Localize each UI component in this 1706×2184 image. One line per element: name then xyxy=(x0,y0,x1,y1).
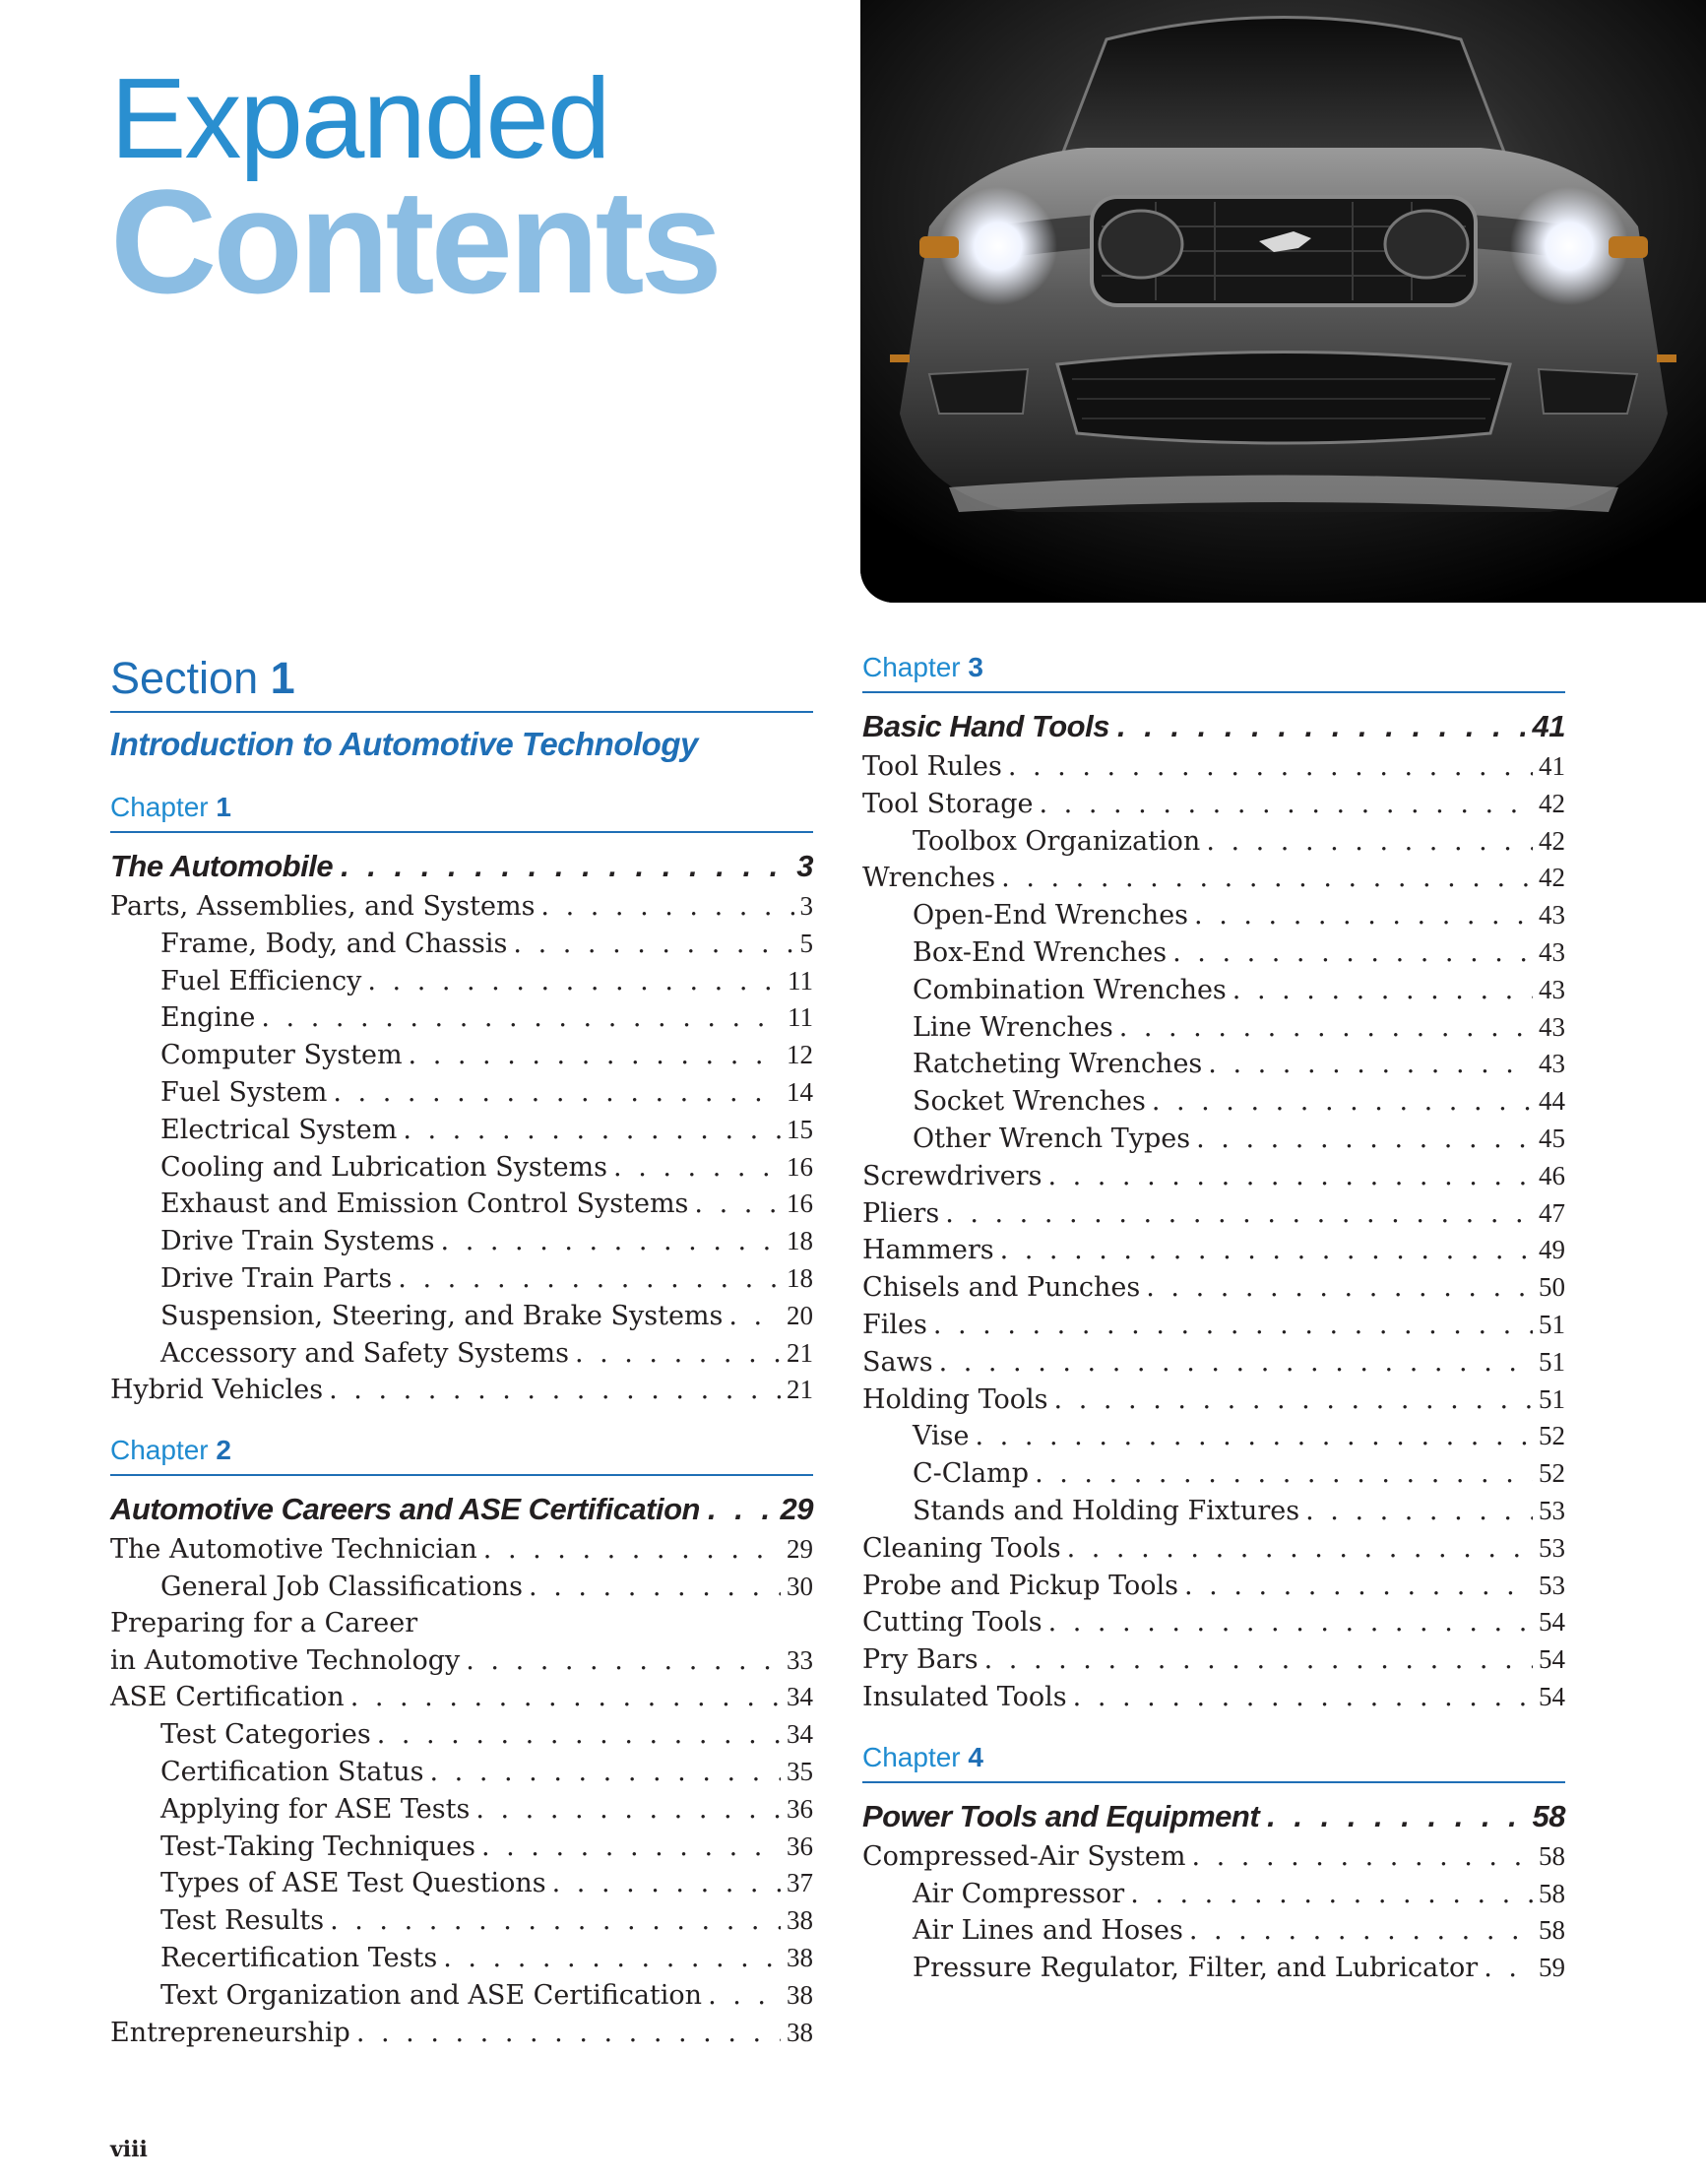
dot-leader xyxy=(403,1113,781,1149)
chapter-title-row[interactable] xyxy=(110,1488,813,1531)
toc-entry[interactable] xyxy=(862,934,1565,972)
dot-leader xyxy=(540,889,793,926)
toc-entry-title: Engine xyxy=(160,1002,256,1034)
dot-leader xyxy=(1040,787,1533,823)
toc-entry[interactable] xyxy=(110,1642,813,1680)
dot-leader xyxy=(409,1038,781,1074)
dot-leader xyxy=(728,1299,781,1335)
dot-leader xyxy=(1484,1951,1533,1987)
toc-entry[interactable] xyxy=(110,1335,813,1373)
toc-entry-title: in Automotive Technology xyxy=(110,1644,461,1676)
toc-entry-title: ASE Certification xyxy=(110,1682,345,1713)
dot-leader xyxy=(341,845,789,888)
toc-entry-page: 18 xyxy=(787,1262,813,1293)
toc-entry-title: Pressure Regulator, Filter, and Lubricator xyxy=(913,1953,1479,1984)
toc-entry[interactable] xyxy=(862,1344,1565,1381)
dot-leader xyxy=(1206,824,1533,861)
dot-leader xyxy=(350,1680,781,1716)
toc-entry[interactable] xyxy=(110,1569,813,1606)
dot-leader xyxy=(1035,1456,1533,1493)
toc-entry[interactable] xyxy=(862,1195,1565,1233)
toc-entry[interactable] xyxy=(862,1046,1565,1083)
chapter-label xyxy=(862,650,1565,693)
toc-entry-title: C-Clamp xyxy=(913,1458,1030,1490)
dot-leader xyxy=(1305,1494,1533,1530)
toc-entry[interactable] xyxy=(110,1260,813,1298)
dot-leader xyxy=(367,964,782,1000)
dot-leader xyxy=(694,1187,781,1223)
dot-leader xyxy=(329,1373,781,1409)
title-line-expanded: Expanded xyxy=(110,54,609,182)
toc-entry-page: 38 xyxy=(787,1905,813,1936)
toc-entry[interactable] xyxy=(110,1298,813,1335)
chapter-label xyxy=(110,790,813,833)
section-heading xyxy=(110,650,813,764)
toc-entry[interactable] xyxy=(862,786,1565,823)
toc-entry-page: 35 xyxy=(787,1756,813,1786)
toc-entry-page: 58 xyxy=(1539,1915,1565,1946)
dot-leader xyxy=(575,1336,781,1373)
dot-leader xyxy=(1054,1382,1533,1419)
toc-entry-title: Frame, Body, and Chassis xyxy=(160,928,508,959)
toc-entry-title: Test-Taking Techniques xyxy=(160,1831,475,1862)
toc-entry[interactable] xyxy=(110,1865,813,1902)
toc-entry-title: Screwdrivers xyxy=(862,1160,1043,1191)
toc-entry-page: 5 xyxy=(799,928,813,958)
toc-entry-page: 20 xyxy=(787,1300,813,1330)
toc-entry-title: Applying for ASE Tests xyxy=(160,1793,471,1825)
chapter-title: Power Tools and Equipment xyxy=(862,1798,1260,1833)
toc-entry-page: 29 xyxy=(787,1534,813,1565)
toc-entry[interactable] xyxy=(862,1912,1565,1950)
toc-entry-page: 51 xyxy=(1539,1309,1565,1339)
toc-entry[interactable] xyxy=(862,1158,1565,1195)
chapter-title-row[interactable] xyxy=(110,845,813,888)
toc-entry-page: 11 xyxy=(788,1002,813,1033)
toc-entry-page: 49 xyxy=(1539,1235,1565,1265)
toc-entry-page: 45 xyxy=(1539,1123,1565,1153)
toc-entry-title: Pliers xyxy=(862,1197,940,1229)
dot-leader xyxy=(398,1261,781,1298)
dot-leader xyxy=(430,1755,781,1791)
toc-entry-page: 58 xyxy=(1539,1840,1565,1871)
toc-entry-page: 46 xyxy=(1539,1160,1565,1190)
toc-entry-page: 41 xyxy=(1539,751,1565,781)
dot-leader xyxy=(613,1150,781,1187)
toc-entry-title: Box-End Wrenches xyxy=(913,936,1168,968)
toc-entry-title: Tool Rules xyxy=(862,751,1002,782)
chapter-block xyxy=(862,1740,1565,1987)
toc-entry-title: Files xyxy=(862,1309,927,1340)
toc-entry[interactable] xyxy=(862,1269,1565,1307)
toc-entry-page: 30 xyxy=(787,1571,813,1601)
dot-leader xyxy=(443,1941,781,1977)
toc-entry-page: 53 xyxy=(1539,1495,1565,1525)
right-chapter-list xyxy=(862,650,1565,1987)
toc-entry-page: 3 xyxy=(799,891,813,921)
toc-entry-title: Entrepreneurship xyxy=(110,2017,350,2048)
toc-entry[interactable] xyxy=(110,2015,813,2052)
chapter-number: 3 xyxy=(968,652,983,682)
chapter-number: 1 xyxy=(216,792,231,822)
dot-leader xyxy=(481,1830,781,1866)
toc-entry-title: Types of ASE Test Questions xyxy=(160,1868,546,1899)
chapter-block xyxy=(110,790,813,1409)
dot-leader xyxy=(984,1642,1533,1679)
toc-entry-title: Compressed-Air System xyxy=(862,1840,1186,1872)
toc-entry[interactable] xyxy=(862,1530,1565,1568)
dot-leader xyxy=(1067,1531,1533,1568)
dot-leader xyxy=(1048,1605,1533,1641)
dot-leader xyxy=(708,1488,773,1531)
toc-entry-page: 37 xyxy=(787,1868,813,1898)
toc-entry-title: Electrical System xyxy=(160,1114,398,1145)
toc-entry-page: 36 xyxy=(787,1831,813,1861)
chapter-word: Chapter xyxy=(862,1741,961,1772)
dot-leader xyxy=(1130,1877,1533,1913)
dot-leader xyxy=(1172,935,1533,972)
toc-entry[interactable] xyxy=(110,926,813,963)
toc-entry-page: 18 xyxy=(787,1226,813,1256)
chapter-page-number: 58 xyxy=(1532,1798,1565,1833)
toc-entry[interactable] xyxy=(110,1606,813,1642)
chapter-block xyxy=(110,1433,813,2051)
toc-entry-title: General Job Classifications xyxy=(160,1571,524,1602)
dot-leader xyxy=(1119,1010,1533,1047)
toc-entry-title: Air Compressor xyxy=(913,1878,1125,1909)
toc-entry-title: Tool Storage xyxy=(862,788,1034,819)
dot-leader xyxy=(1196,1122,1533,1158)
toc-entry-title: Drive Train Systems xyxy=(160,1226,435,1257)
toc-entry-title: Combination Wrenches xyxy=(913,974,1227,1005)
toc-entry-page: 42 xyxy=(1539,863,1565,893)
toc-entry-page: 38 xyxy=(787,1942,813,1972)
dot-leader xyxy=(708,1978,781,2015)
dot-leader xyxy=(356,2016,781,2052)
chapter-label xyxy=(110,1433,813,1476)
toc-entry[interactable] xyxy=(110,1112,813,1149)
toc-entry[interactable] xyxy=(862,1381,1565,1419)
toc-entry-page: 38 xyxy=(787,1979,813,2010)
chapter-title: Automotive Careers and ASE Certification xyxy=(110,1492,700,1527)
dot-leader xyxy=(466,1643,781,1680)
dot-leader xyxy=(475,1792,781,1829)
toc-entry-page: 42 xyxy=(1539,788,1565,818)
chapter-word: Chapter xyxy=(110,1435,209,1466)
toc-entry[interactable] xyxy=(862,972,1565,1009)
toc-entry-title: The Automotive Technician xyxy=(110,1534,477,1566)
chapter-label xyxy=(862,1740,1565,1783)
toc-entry[interactable] xyxy=(110,1223,813,1260)
dot-leader xyxy=(1191,1839,1533,1876)
dot-leader xyxy=(483,1532,781,1569)
toc-entry-title: Other Wrench Types xyxy=(913,1123,1191,1154)
dot-leader xyxy=(1189,1913,1533,1950)
toc-entry[interactable] xyxy=(862,1641,1565,1679)
toc-entry-page: 15 xyxy=(787,1114,813,1144)
toc-entry-title: Parts, Assemblies, and Systems xyxy=(110,891,536,922)
toc-entry[interactable] xyxy=(862,748,1565,786)
toc-entry-title: Wrenches xyxy=(862,863,996,894)
toc-entry-title: Pry Bars xyxy=(862,1644,979,1676)
toc-entry-page: 21 xyxy=(787,1337,813,1368)
toc-entry-title: Test Results xyxy=(160,1905,325,1937)
toc-entry[interactable] xyxy=(862,1455,1565,1493)
toc-entry-page: 54 xyxy=(1539,1644,1565,1675)
dot-leader xyxy=(333,1075,781,1112)
toc-entry-title: Cutting Tools xyxy=(862,1607,1043,1638)
toc-entry[interactable] xyxy=(862,1838,1565,1876)
toc-entry[interactable] xyxy=(110,1902,813,1940)
section-number: 1 xyxy=(270,653,295,703)
toc-entry[interactable] xyxy=(862,1083,1565,1121)
toc-entry-page: 34 xyxy=(787,1682,813,1712)
dot-leader xyxy=(441,1224,781,1260)
toc-entry-title: Accessory and Safety Systems xyxy=(160,1337,569,1369)
dot-leader xyxy=(1008,749,1533,786)
toc-entry[interactable] xyxy=(862,1307,1565,1344)
toc-entry[interactable] xyxy=(110,1531,813,1569)
chapter-title-row[interactable] xyxy=(862,705,1565,748)
chapter-page-number: 41 xyxy=(1532,709,1565,743)
dot-leader xyxy=(1194,898,1533,934)
toc-entry-page: 43 xyxy=(1539,1011,1565,1042)
toc-entry-page: 44 xyxy=(1539,1086,1565,1117)
toc-entry-title: Chisels and Punches xyxy=(862,1272,1141,1304)
toc-entry-title: Probe and Pickup Tools xyxy=(862,1570,1178,1601)
toc-entry[interactable] xyxy=(110,1940,813,1977)
toc-entry-page: 51 xyxy=(1539,1346,1565,1377)
chapter-title: Basic Hand Tools xyxy=(862,709,1109,743)
toc-entry-page: 58 xyxy=(1539,1878,1565,1908)
toc-entry[interactable] xyxy=(110,1791,813,1829)
toc-entry-title: Insulated Tools xyxy=(862,1681,1067,1712)
toc-entry-page: 21 xyxy=(787,1375,813,1405)
toc-entry-page: 14 xyxy=(787,1076,813,1107)
dot-leader xyxy=(261,1000,782,1037)
dot-leader xyxy=(945,1196,1533,1233)
toc-entry-page: 42 xyxy=(1539,825,1565,856)
left-chapter-list xyxy=(110,790,813,2051)
toc-entry-page: 52 xyxy=(1539,1458,1565,1489)
toc-entry-title: Hybrid Vehicles xyxy=(110,1375,324,1406)
toc-entry-page: 34 xyxy=(787,1719,813,1750)
toc-entry[interactable] xyxy=(862,860,1565,897)
toc-entry-title: Recertification Tests xyxy=(160,1942,438,1973)
toc-entry[interactable] xyxy=(862,1418,1565,1455)
toc-entry-page: 16 xyxy=(787,1151,813,1182)
dot-leader xyxy=(933,1308,1533,1344)
toc-entry-title: Stands and Holding Fixtures xyxy=(913,1495,1300,1526)
toc-entry[interactable] xyxy=(862,1493,1565,1530)
toc-entry-title: Ratcheting Wrenches xyxy=(913,1049,1203,1080)
dot-leader xyxy=(377,1717,781,1754)
toc-entry-page: 59 xyxy=(1539,1953,1565,1983)
toc-entry-page: 52 xyxy=(1539,1421,1565,1451)
toc-entry[interactable] xyxy=(862,1121,1565,1158)
chapter-page-number: 3 xyxy=(796,849,813,883)
toc-entry[interactable] xyxy=(110,1754,813,1791)
toc-entry[interactable] xyxy=(110,888,813,926)
toc-entry[interactable] xyxy=(110,1074,813,1112)
page-number: viii xyxy=(110,2137,148,2162)
toc-entry-title: Holding Tools xyxy=(862,1383,1048,1415)
toc-entry[interactable] xyxy=(110,1977,813,2015)
chapter-block xyxy=(862,650,1565,1716)
dot-leader xyxy=(1001,861,1533,897)
toc-entry-title: Certification Status xyxy=(160,1756,424,1787)
toc-entry-title: Suspension, Steering, and Brake Systems xyxy=(160,1300,724,1331)
toc-entry-page: 11 xyxy=(788,965,813,996)
toc-entry-title: Socket Wrenches xyxy=(913,1086,1146,1118)
dot-leader xyxy=(1267,1795,1524,1838)
toc-entry-title: Preparing for a Career xyxy=(110,1607,418,1638)
toc-entry-page: 33 xyxy=(787,1644,813,1675)
left-column xyxy=(110,650,813,2075)
toc-entry-title: Drive Train Parts xyxy=(160,1262,393,1294)
toc-entry[interactable] xyxy=(862,1009,1565,1047)
toc-entry[interactable] xyxy=(862,823,1565,861)
dot-leader xyxy=(552,1866,781,1902)
toc-entry-page: 54 xyxy=(1539,1607,1565,1638)
toc-entry[interactable] xyxy=(862,1568,1565,1605)
toc-entry-page: 53 xyxy=(1539,1532,1565,1563)
toc-entry[interactable] xyxy=(110,1829,813,1866)
toc-entry-page: 43 xyxy=(1539,1049,1565,1079)
dot-leader xyxy=(939,1345,1533,1381)
toc-entry-title: Test Categories xyxy=(160,1719,371,1751)
toc-entry-page: 43 xyxy=(1539,936,1565,967)
chapter-title-row[interactable] xyxy=(862,1795,1565,1838)
toc-entry-title: Hammers xyxy=(862,1235,994,1266)
dot-leader xyxy=(529,1570,781,1606)
right-column xyxy=(862,650,1565,2011)
dot-leader xyxy=(1000,1233,1533,1269)
title-line-contents: Contents xyxy=(110,159,719,324)
section-subtitle: Introduction to Automotive Technology xyxy=(110,726,698,762)
toc-entry-page: 43 xyxy=(1539,900,1565,931)
toc-entry-title: Saws xyxy=(862,1346,933,1378)
toc-entry-title: Air Lines and Hoses xyxy=(913,1915,1183,1947)
dot-leader xyxy=(1146,1270,1533,1307)
section-word: Section xyxy=(110,653,259,703)
dot-leader xyxy=(1073,1680,1533,1716)
toc-entry[interactable] xyxy=(110,1037,813,1074)
chapter-title: The Automobile xyxy=(110,849,334,883)
chapter-word: Chapter xyxy=(862,652,961,682)
toc-entry-title: Toolbox Organization xyxy=(913,825,1201,857)
dot-leader xyxy=(330,1903,781,1940)
toc-entry[interactable] xyxy=(110,963,813,1000)
toc-entry[interactable] xyxy=(862,1950,1565,1987)
toc-entry-page: 36 xyxy=(787,1793,813,1824)
dot-leader xyxy=(513,927,793,963)
toc-entry[interactable] xyxy=(110,1372,813,1409)
toc-entry[interactable] xyxy=(862,1679,1565,1716)
toc-entry-page: 16 xyxy=(787,1188,813,1219)
toc-entry-page: 43 xyxy=(1539,974,1565,1004)
dot-leader xyxy=(1117,705,1525,748)
toc-entry[interactable] xyxy=(862,1232,1565,1269)
toc-entry[interactable] xyxy=(110,1679,813,1716)
toc-entry-title: Fuel Efficiency xyxy=(160,965,362,996)
toc-entry-page: 50 xyxy=(1539,1272,1565,1303)
dot-leader xyxy=(1152,1084,1533,1121)
toc-entry-title: Cooling and Lubrication Systems xyxy=(160,1151,608,1183)
dot-leader xyxy=(1232,973,1533,1009)
toc-entry[interactable] xyxy=(862,897,1565,934)
toc-entry-title: Computer System xyxy=(160,1040,403,1071)
toc-entry-page: 12 xyxy=(787,1040,813,1070)
toc-entry-page: 53 xyxy=(1539,1570,1565,1600)
toc-entry[interactable] xyxy=(110,1149,813,1187)
toc-entry-title: Exhaust and Emission Control Systems xyxy=(160,1188,689,1220)
chapter-word: Chapter xyxy=(110,792,209,822)
toc-entry-title: Cleaning Tools xyxy=(862,1532,1061,1564)
dot-leader xyxy=(1184,1569,1533,1605)
dot-leader xyxy=(1047,1159,1533,1195)
car-front-photo xyxy=(860,0,1706,603)
dot-leader xyxy=(1208,1047,1533,1083)
toc-entry-title: Vise xyxy=(913,1421,970,1452)
toc-entry-title: Open-End Wrenches xyxy=(913,900,1189,931)
page-title xyxy=(110,54,719,324)
toc-entry-title: Line Wrenches xyxy=(913,1011,1113,1043)
toc-entry-page: 51 xyxy=(1539,1383,1565,1414)
toc-entry-page: 47 xyxy=(1539,1197,1565,1228)
toc-entry-title: Text Organization and ASE Certification xyxy=(160,1979,703,2011)
toc-entry[interactable] xyxy=(110,1186,813,1223)
toc-entry[interactable] xyxy=(110,999,813,1037)
toc-entry[interactable] xyxy=(110,1716,813,1754)
toc-entry-page: 38 xyxy=(787,2017,813,2047)
toc-entry[interactable] xyxy=(862,1604,1565,1641)
toc-entry[interactable] xyxy=(862,1876,1565,1913)
section-label xyxy=(110,650,813,713)
dot-leader xyxy=(976,1419,1534,1455)
chapter-number: 2 xyxy=(216,1435,231,1466)
toc-entry-title: Fuel System xyxy=(160,1076,328,1108)
chapter-page-number: 29 xyxy=(780,1492,813,1527)
toc-entry-page: 54 xyxy=(1539,1681,1565,1711)
chapter-number: 4 xyxy=(968,1741,983,1772)
